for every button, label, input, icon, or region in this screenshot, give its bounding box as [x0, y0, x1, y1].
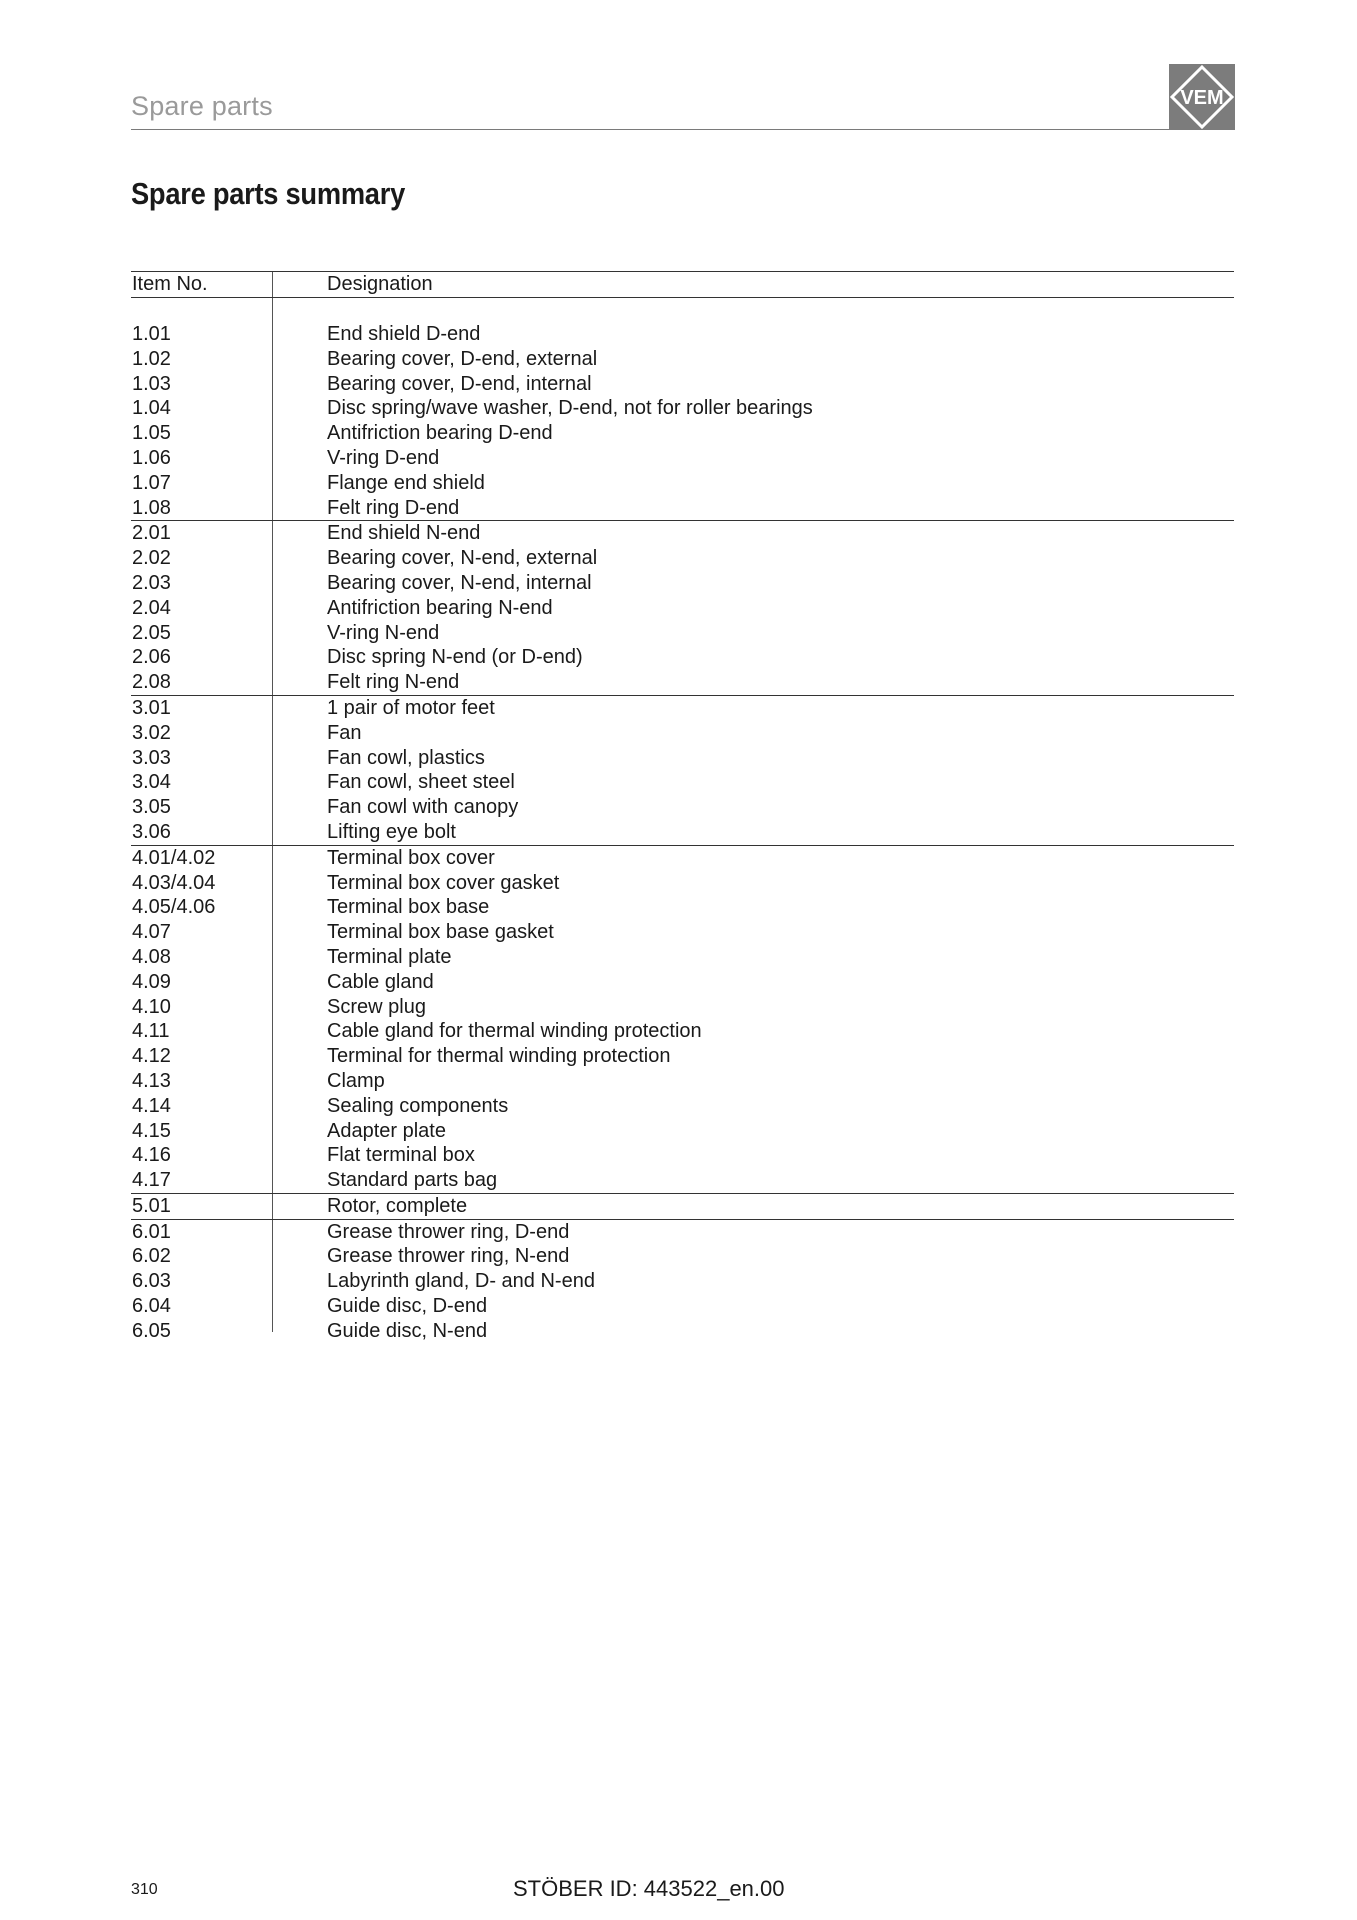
table-row — [131, 471, 1234, 496]
table-row — [131, 746, 1234, 771]
designation-cell: Terminal box base — [327, 896, 490, 919]
table-row — [131, 970, 1234, 995]
item-number-cell: 4.12 — [132, 1045, 171, 1068]
table-body — [131, 298, 1234, 1344]
table-row — [131, 920, 1234, 945]
column-header-item-no: Item No. — [132, 273, 208, 295]
designation-cell: Bearing cover, D-end, internal — [327, 372, 592, 395]
item-number-cell: 2.01 — [132, 522, 171, 545]
header-title: Spare parts — [131, 91, 273, 121]
table-row — [131, 347, 1234, 372]
table-row — [131, 1244, 1234, 1269]
item-number-cell: 1.04 — [132, 397, 171, 420]
table-group — [131, 521, 1234, 696]
vem-logo-text: VEM — [1180, 87, 1224, 109]
vem-logo — [1169, 64, 1235, 130]
item-number-cell: 3.04 — [132, 771, 171, 794]
table-row — [131, 1220, 1234, 1245]
designation-cell: V-ring D-end — [327, 446, 440, 469]
designation-cell: Felt ring D-end — [327, 496, 460, 519]
item-number-cell: 4.03/4.04 — [132, 871, 216, 894]
item-number-cell: 4.16 — [132, 1144, 171, 1167]
designation-cell: Sealing components — [327, 1094, 509, 1117]
designation-cell: Lifting eye bolt — [327, 820, 456, 843]
designation-cell: Grease thrower ring, N-end — [327, 1245, 570, 1268]
item-number-cell: 4.01/4.02 — [132, 846, 216, 869]
designation-cell: Rotor, complete — [327, 1194, 468, 1217]
table-row — [131, 1168, 1234, 1193]
designation-cell: End shield D-end — [327, 323, 481, 345]
table-row — [131, 496, 1234, 521]
designation-cell: Cable gland — [327, 970, 434, 993]
table-row — [131, 1044, 1234, 1069]
table-row — [131, 1119, 1234, 1144]
table-row — [131, 1143, 1234, 1168]
table-row — [131, 571, 1234, 596]
table-row — [131, 770, 1234, 795]
designation-cell: End shield N-end — [327, 522, 481, 545]
table-row — [131, 396, 1234, 421]
table-row — [131, 846, 1234, 871]
table-group — [131, 846, 1234, 1194]
item-number-cell: 3.01 — [132, 696, 171, 719]
item-number-cell: 2.06 — [132, 646, 171, 669]
item-number-cell: 2.04 — [132, 596, 171, 619]
designation-cell: Terminal box cover — [327, 846, 495, 869]
designation-cell: Terminal for thermal winding protection — [327, 1045, 671, 1068]
header-rule — [131, 129, 1235, 130]
designation-cell: Disc spring N-end (or D-end) — [327, 646, 583, 669]
table-row — [131, 1019, 1234, 1044]
item-number-cell: 6.01 — [132, 1220, 171, 1243]
designation-cell: Flange end shield — [327, 471, 485, 494]
table-header — [131, 271, 1234, 298]
item-number-cell: 1.02 — [132, 347, 171, 370]
designation-cell: Screw plug — [327, 995, 426, 1018]
designation-cell: Fan cowl with canopy — [327, 796, 519, 819]
item-number-cell: 4.13 — [132, 1069, 171, 1092]
designation-cell: Terminal box base gasket — [327, 921, 554, 944]
document-id: STÖBER ID: 443522_en.00 — [513, 1876, 785, 1901]
page-title: Spare parts summary — [131, 176, 405, 211]
item-number-cell: 4.14 — [132, 1094, 171, 1117]
table-row — [131, 1269, 1234, 1294]
table-row — [131, 521, 1234, 546]
item-number-cell: 4.10 — [132, 995, 171, 1018]
item-number-cell: 4.08 — [132, 945, 171, 968]
designation-cell: Fan — [327, 721, 362, 744]
item-number-cell: 3.02 — [132, 721, 171, 744]
designation-cell: Flat terminal box — [327, 1144, 475, 1167]
item-number-cell: 3.03 — [132, 746, 171, 769]
table-row — [131, 621, 1234, 646]
designation-cell: Adapter plate — [327, 1119, 446, 1142]
table-row — [131, 446, 1234, 471]
table-row — [131, 795, 1234, 820]
designation-cell: Felt ring N-end — [327, 671, 460, 694]
table-row — [131, 820, 1234, 845]
table-row — [131, 895, 1234, 920]
item-number-cell: 2.03 — [132, 571, 171, 594]
table-row — [131, 995, 1234, 1020]
item-number-cell: 5.01 — [132, 1194, 171, 1217]
table-row — [131, 372, 1234, 397]
item-number-cell: 4.05/4.06 — [132, 896, 216, 919]
table-row — [131, 645, 1234, 670]
table-row — [131, 670, 1234, 695]
designation-cell: Bearing cover, N-end, internal — [327, 571, 592, 594]
designation-cell: Labyrinth gland, D- and N-end — [327, 1270, 595, 1293]
item-number-cell: 1.03 — [132, 372, 171, 395]
item-number-cell: 2.08 — [132, 671, 171, 694]
table-group — [131, 322, 1234, 521]
table-row — [131, 546, 1234, 571]
item-number-cell: 6.02 — [132, 1245, 171, 1268]
designation-cell: Bearing cover, D-end, external — [327, 347, 598, 370]
item-number-cell: 4.17 — [132, 1169, 171, 1192]
table-row — [131, 721, 1234, 746]
designation-cell: Standard parts bag — [327, 1169, 498, 1192]
item-number-cell: 2.05 — [132, 621, 171, 644]
item-number-cell: 1.06 — [132, 446, 171, 469]
table-group — [131, 1194, 1234, 1220]
item-number-cell: 4.11 — [132, 1020, 170, 1043]
column-header-designation: Designation — [327, 273, 433, 295]
designation-cell: Disc spring/wave washer, D-end, not for roller bearings — [327, 397, 813, 420]
designation-cell: Antifriction bearing N-end — [327, 596, 553, 619]
item-number-cell: 4.15 — [132, 1119, 171, 1142]
table-row — [131, 945, 1234, 970]
item-number-cell: 6.05 — [132, 1319, 171, 1342]
item-number-cell: 6.04 — [132, 1295, 171, 1318]
designation-cell: Cable gland for thermal winding protection — [327, 1020, 702, 1043]
designation-cell: Bearing cover, N-end, external — [327, 547, 598, 570]
table-group — [131, 1220, 1234, 1344]
item-number-cell: 1.01 — [132, 323, 171, 345]
designation-cell: Clamp — [327, 1069, 385, 1092]
designation-cell: V-ring N-end — [327, 621, 440, 644]
item-number-cell: 1.08 — [132, 496, 171, 519]
table-row — [131, 421, 1234, 446]
item-number-cell: 2.02 — [132, 547, 171, 570]
item-number-cell: 3.05 — [132, 796, 171, 819]
item-number-cell: 1.07 — [132, 471, 171, 494]
designation-cell: Guide disc, N-end — [327, 1319, 488, 1342]
spare-parts-table — [131, 271, 1234, 1344]
item-number-cell: 4.09 — [132, 970, 171, 993]
designation-cell: 1 pair of motor feet — [327, 696, 495, 719]
designation-cell: Antifriction bearing D-end — [327, 422, 553, 445]
designation-cell: Fan cowl, sheet steel — [327, 771, 515, 794]
table-row — [131, 596, 1234, 621]
table-row — [131, 696, 1234, 721]
designation-cell: Terminal box cover gasket — [327, 871, 560, 894]
item-number-cell: 1.05 — [132, 422, 171, 445]
designation-cell: Fan cowl, plastics — [327, 746, 485, 769]
table-row — [131, 1069, 1234, 1094]
designation-cell: Grease thrower ring, D-end — [327, 1220, 570, 1243]
table-row — [131, 1094, 1234, 1119]
item-number-cell: 6.03 — [132, 1270, 171, 1293]
item-number-cell: 4.07 — [132, 921, 171, 944]
table-group — [131, 696, 1234, 846]
table-row — [131, 322, 1234, 347]
designation-cell: Terminal plate — [327, 945, 452, 968]
page-number: 310 — [131, 1881, 158, 1898]
designation-cell: Guide disc, D-end — [327, 1295, 488, 1318]
table-row — [131, 1294, 1234, 1319]
table-row — [131, 871, 1234, 896]
item-number-cell: 3.06 — [132, 820, 171, 843]
table-row — [131, 1194, 1234, 1219]
table-row — [131, 1319, 1234, 1344]
